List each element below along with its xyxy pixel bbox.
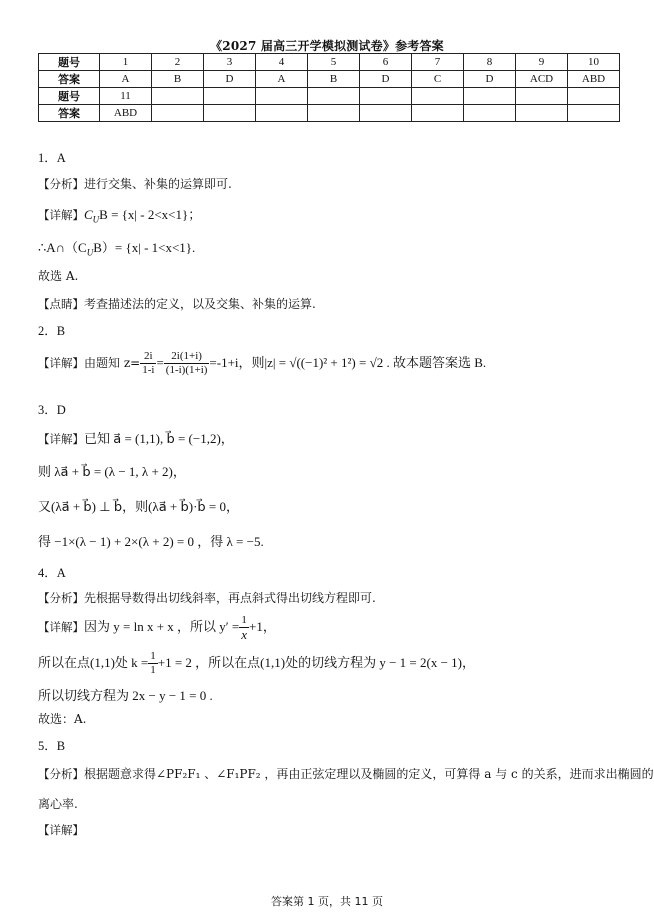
- math-expression: +1，: [248, 619, 276, 634]
- table-cell: 8: [464, 54, 516, 71]
- comment-label: 【点睛】: [38, 297, 84, 311]
- table-cell: ABD: [568, 71, 620, 88]
- table-cell: [256, 88, 308, 105]
- fraction-numerator: 1: [150, 650, 156, 662]
- question-number: 1．A: [38, 151, 66, 165]
- question-number: 4．A: [38, 566, 66, 580]
- table-row: [39, 71, 620, 88]
- analysis-text: 根据题意求得∠PF₂F₁ 、∠F₁PF₂ ，再由正弦定理以及椭圆的定义，可算得 a 与 c 的关系，进而求出椭圆的: [84, 767, 654, 781]
- math-line: 则 λa⃗ + b⃗ = (λ − 1, λ + 2)，: [38, 464, 186, 479]
- table-cell: [360, 88, 412, 105]
- table-cell: 10: [568, 54, 620, 71]
- table-cell: 11: [100, 88, 152, 105]
- analysis-text: 先根据导数得出切线斜率，再点斜式得出切线方程即可.: [84, 591, 376, 605]
- detail-text: 由题知 z=: [84, 356, 141, 370]
- question-number: 2．B: [38, 324, 66, 338]
- row-label: 答案: [39, 105, 100, 122]
- detail-line: [38, 650, 475, 677]
- table-cell: 4: [256, 54, 308, 71]
- math-line: 得 −1×(λ − 1) + 2×(λ + 2) = 0 ，得 λ = −5.: [38, 534, 264, 549]
- table-cell: C: [412, 71, 464, 88]
- table-cell: 3: [204, 54, 256, 71]
- table-cell: 1: [100, 54, 152, 71]
- table-cell: ACD: [516, 71, 568, 88]
- math-expression: ∴A∩（C: [38, 240, 87, 255]
- fraction-denominator: (1-i)(1+i): [165, 364, 208, 376]
- table-cell: [360, 105, 412, 122]
- table-cell: [464, 88, 516, 105]
- equals-sign: =: [156, 355, 164, 370]
- fraction-denominator: x: [241, 627, 247, 642]
- table-cell: 9: [516, 54, 568, 71]
- table-cell: B: [152, 71, 204, 88]
- math-expression: +1 = 2 ，所以在点(1,1)处的切线方程为 y − 1 = 2(x − 1)，: [157, 655, 475, 670]
- comment-line: [38, 295, 316, 312]
- analysis-label: 【分析】: [38, 177, 84, 191]
- detail-label: 【详解】: [38, 823, 84, 837]
- table-cell: [204, 88, 256, 105]
- table-row: [39, 88, 620, 105]
- table-cell: A: [256, 71, 308, 88]
- table-cell: A: [100, 71, 152, 88]
- fraction-denominator: 1: [150, 664, 156, 676]
- table-cell: ABD: [100, 105, 152, 122]
- question-number: 3．D: [38, 403, 66, 417]
- math-expression: 所以在点(1,1)处 k =: [38, 655, 149, 670]
- math-expression: C: [84, 207, 93, 222]
- detail-line: [38, 822, 84, 838]
- detail-label: 【详解】: [38, 356, 84, 370]
- math-expression: 已知 a⃗ = (1,1), b⃗ = (−1,2)，: [84, 431, 234, 446]
- math-expression: B = {x| - 2<x<1}；: [99, 207, 202, 222]
- math-subscript: U: [92, 214, 100, 225]
- table-cell: [412, 88, 464, 105]
- conclusion-line: 故选：A.: [38, 712, 87, 726]
- fraction: [239, 614, 249, 641]
- row-label: 题号: [39, 88, 100, 105]
- detail-line: [38, 204, 201, 224]
- detail-text: =-1+i，则|z| = √((−1)² + 1²) = √2 . 故本题答案选 B.: [209, 355, 487, 370]
- table-cell: D: [204, 71, 256, 88]
- fraction-numerator: 2i: [140, 350, 156, 364]
- fraction-denominator: 1-i: [142, 364, 155, 376]
- fraction-numerator: 1: [239, 614, 249, 628]
- row-label: 题号: [39, 54, 100, 71]
- table-cell: 7: [412, 54, 464, 71]
- detail-label: 【详解】: [38, 620, 84, 634]
- math-subscript: U: [86, 247, 94, 258]
- detail-line: [38, 614, 276, 641]
- fraction: [148, 650, 158, 677]
- table-cell: [204, 105, 256, 122]
- detail-line: [38, 350, 486, 377]
- row-label: 答案: [39, 71, 100, 88]
- detail-label: 【详解】: [38, 208, 84, 222]
- table-cell: [412, 105, 464, 122]
- analysis-label: 【分析】: [38, 591, 84, 605]
- analysis-text: 进行交集、补集的运算即可.: [84, 177, 232, 191]
- table-row: [39, 105, 620, 122]
- detail-line: [38, 428, 234, 447]
- table-cell: 2: [152, 54, 204, 71]
- table-cell: [308, 105, 360, 122]
- analysis-line: [38, 589, 376, 606]
- table-cell: [568, 105, 620, 122]
- conclusion-line: 故选 A.: [38, 269, 79, 283]
- fraction: [140, 350, 156, 377]
- math-expression: 因为 y = ln x + x ，所以 y′ =: [84, 619, 240, 634]
- table-cell: 6: [360, 54, 412, 71]
- table-cell: B: [308, 71, 360, 88]
- table-cell: 5: [308, 54, 360, 71]
- table-cell: [152, 88, 204, 105]
- table-cell: [464, 105, 516, 122]
- page-title: 《2027 届高三开学模拟测试卷》参考答案: [210, 39, 444, 53]
- analysis-line: [38, 765, 654, 782]
- analysis-line: [38, 175, 232, 192]
- analysis-text: 离心率.: [38, 797, 78, 811]
- table-cell: [568, 88, 620, 105]
- math-line: 所以切线方程为 2x − y − 1 = 0 .: [38, 688, 213, 703]
- comment-text: 考查描述法的定义，以及交集、补集的运算.: [84, 297, 316, 311]
- question-number: 5．B: [38, 739, 66, 753]
- table-cell: [516, 105, 568, 122]
- analysis-label: 【分析】: [38, 767, 84, 781]
- fraction-numerator: 2i(1+i): [164, 350, 210, 364]
- table-cell: [516, 88, 568, 105]
- table-cell: [152, 105, 204, 122]
- math-line: 又(λa⃗ + b⃗) ⊥ b⃗，则(λa⃗ + b⃗)·b⃗ = 0，: [38, 499, 240, 514]
- fraction: [164, 350, 210, 377]
- detail-label: 【详解】: [38, 432, 84, 446]
- math-expression: B）= {x| - 1<x<1}.: [93, 240, 196, 255]
- table-cell: [256, 105, 308, 122]
- table-row: [39, 54, 620, 71]
- detail-line: [38, 237, 195, 257]
- answer-table: [38, 53, 620, 122]
- table-cell: [308, 88, 360, 105]
- page-footer: 答案第 1 页，共 11 页: [271, 895, 383, 908]
- table-cell: D: [360, 71, 412, 88]
- table-cell: D: [464, 71, 516, 88]
